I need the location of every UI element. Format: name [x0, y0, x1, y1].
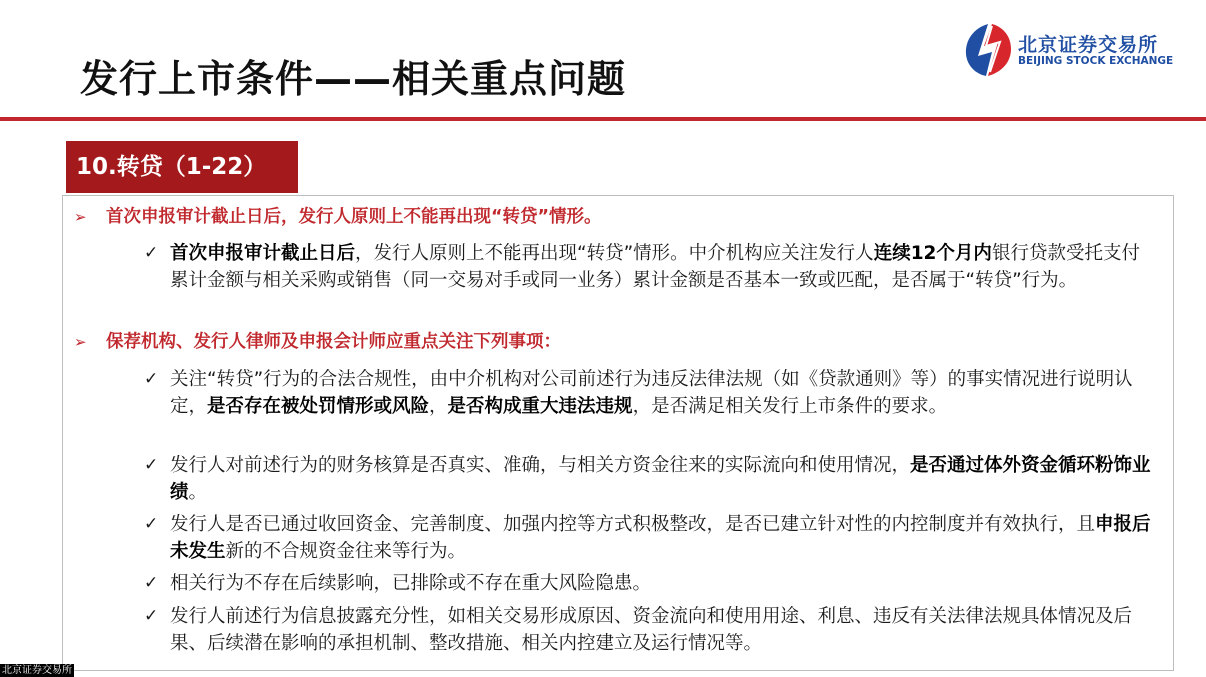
list-item-text [170, 240, 1154, 294]
emphasis-text: 是否通过体外资金循环粉饰业绩 [170, 455, 1151, 503]
list-item-text [170, 452, 1154, 506]
list-item-text [170, 570, 1154, 597]
body-text: 相关行为不存在后续影响，已排除或不存在重大风险隐患。 [170, 573, 652, 594]
check-bullet-icon: ✓ [144, 573, 159, 593]
check-bullet-icon: ✓ [144, 606, 159, 626]
point-heading-text: 保荐机构、发行人律师及申报会计师应重点关注下列事项： [106, 332, 561, 352]
point-heading [74, 328, 561, 353]
body-text: 关注“转贷”行为的合法合规性，由中介机构对公司前述行为违反法律法规（如《贷款通则》等）的事实情况进行说明认定， [170, 369, 1133, 417]
check-bullet-icon: ✓ [144, 243, 159, 263]
point-heading [74, 203, 602, 228]
list-item-text [170, 511, 1154, 565]
slide-title: 发行上市条件——相关重点问题 [80, 57, 627, 101]
list-item [144, 511, 1154, 565]
emphasis-text: 申报后未发生 [170, 514, 1151, 562]
body-text: ，发行人原则上不能再出现“转贷”情形。中介机构应关注发行人 [355, 243, 874, 264]
section-tab: 10.转贷（1-22） [66, 141, 298, 193]
list-item [144, 366, 1154, 420]
check-bullet-icon: ✓ [144, 514, 159, 534]
list-item-text [170, 603, 1154, 657]
list-item-text [170, 366, 1154, 420]
emphasis-text: 是否存在被处罚情形或风险 [207, 396, 430, 417]
body-text: 发行人对前述行为的财务核算是否真实、准确，与相关方资金往来的实际流向和使用情况， [170, 455, 911, 476]
body-text: 新的不合规资金往来等行为。 [225, 541, 467, 562]
arrow-bullet-icon: ➢ [74, 208, 87, 226]
logo-name-cn: 北京证券交易所 [1018, 34, 1159, 56]
list-item [144, 570, 1154, 597]
check-bullet-icon: ✓ [144, 369, 159, 389]
arrow-bullet-icon: ➢ [74, 333, 87, 351]
emphasis-text: 是否构成重大违法违规 [447, 396, 633, 417]
list-item [144, 240, 1154, 294]
body-text: ， [429, 396, 448, 417]
logo-name-en: BEIJING STOCK EXCHANGE [1018, 55, 1174, 67]
bse-logo [962, 22, 1192, 82]
emphasis-text: 连续12个月内 [873, 243, 992, 264]
emphasis-text: 首次申报审计截止日后 [170, 243, 356, 264]
list-item [144, 603, 1154, 657]
body-text: ，是否满足相关发行上市条件的要求。 [632, 396, 948, 417]
body-text: 。 [188, 482, 208, 503]
body-text: 发行人前述行为信息披露充分性，如相关交易形成原因、资金流向和使用用途、利息、违反有关法律法规具体情况及后果、后续潜在影响的承担机制、整改措施、相关内控建立及运行情况等。 [170, 606, 1133, 654]
bse-logo-mark-icon [962, 22, 1014, 78]
check-bullet-icon: ✓ [144, 455, 159, 475]
body-text: 发行人是否已通过收回资金、完善制度、加强内控等方式积极整改，是否已建立针对性的内控制度并有效执行，且 [170, 514, 1096, 535]
watermark-label: 北京证券交易所 [2, 665, 72, 676]
body-text: 银行贷款受托支付累计金额与相关采购或销售（同一交易对手或同一业务）累计金额是否基本一致或匹配，是否属于“转贷”行为。 [170, 243, 1140, 291]
header-divider [0, 117, 1206, 121]
point-heading-text: 首次申报审计截止日后，发行人原则上不能再出现“转贷”情形。 [106, 207, 602, 227]
list-item [144, 452, 1154, 506]
